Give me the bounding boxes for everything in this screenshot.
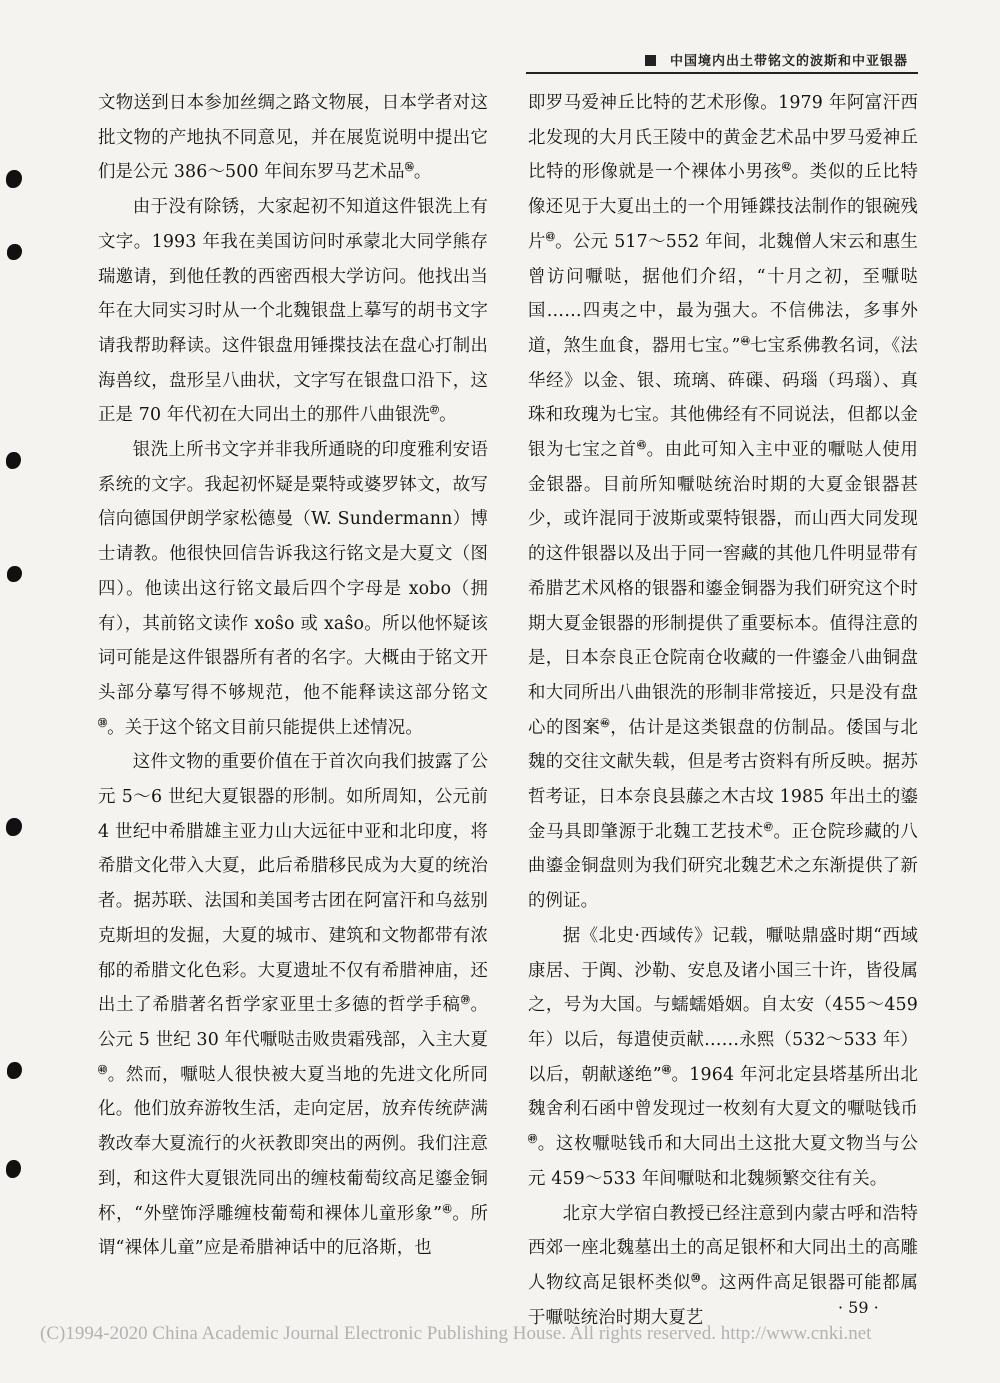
footnote-ref: ㊶ <box>442 1204 453 1215</box>
running-head <box>645 50 908 69</box>
text: 。由此可知入主中亚的嚈哒人使用金银器。目前所知嚈哒统治时期的大夏金银器甚少，或许混同于波斯或粟特银器，而山西大同发现的这件银器以及出于同一窖藏的其他几件明显带有希腊艺术风格的银器和鎏金铜器为我们研究这个时期大夏金银器的形制提供了重要标本。值得注意的是，日本奈良正仓院南仓收藏的一件鎏金八曲铜盘和大同所出八曲银洗的形制非常接近，只是没有盘心的图案 <box>528 440 918 738</box>
footnote-ref: ㊳ <box>98 718 108 729</box>
text: 。这两件高足银器可能都属于嚈哒统治时期大夏艺 <box>528 1272 918 1328</box>
text: 。然而，嚈哒人很快被大夏当地的先进文化所同化。他们放弃游牧生活，走向定居，放弃传统萨满教改奉大夏流行的火祆教即突出的两例。我们注意到，和这件大夏银洗同出的缠枝葡萄纹高足鎏金铜杯，“外壁饰浮雕缠枝葡萄和裸体儿童形象” <box>98 1064 488 1224</box>
text: 据《北史·西域传》记载，嚈哒鼎盛时期“西域康居、于阗、沙勒、安息及诸小国三十许，皆役属之，号为大国。与蠕蠕婚姻。自太安（455～459 年）以后，每遣使贡献……永熙（532～533 年）以后，朝献遂绝” <box>528 925 918 1085</box>
scan-blot <box>6 452 21 469</box>
footnote-ref: ㊴ <box>460 996 471 1007</box>
footnote-ref: ㊲ <box>429 406 440 417</box>
text: 由于没有除锈，大家起初不知道这件银洗上有文字。1993 年我在美国访问时承蒙北大同学熊存瑞邀请，到他任教的西密西根大学访问。他找出当年在大同实习时从一个北魏银盘上摹写的胡书文字请我帮助释读。这件银盘用锤揲技法在盘心打制出海兽纹，盘形呈八曲状，文字写在银盘口沿下，这正是 70 年代初在大同出土的那件八曲银洗 <box>98 197 488 426</box>
footnote-ref: ㊸ <box>545 233 556 244</box>
footnote-ref: ㊾ <box>528 1135 538 1146</box>
paragraph <box>528 86 918 919</box>
paragraph: 文物送到日本参加丝绸之路文物展，日本学者对这批文物的产地执不同意见，并在展览说明中提出它们是公元 386～500 年间东罗马艺术品$^㊱$。 <box>98 93 488 183</box>
right-column <box>528 86 918 1335</box>
footnote-ref: ㊼ <box>763 822 774 833</box>
text: 。这枚嚈哒钱币和大同出土这批大夏文物当与公元 459～533 年间嚈哒和北魏频繁交往有关。 <box>528 1134 918 1189</box>
square-bullet-icon <box>645 55 656 66</box>
paragraph <box>528 919 918 1197</box>
scan-blot <box>6 1160 21 1178</box>
header-rule <box>526 72 918 74</box>
scan-blot <box>6 170 22 188</box>
footnote-ref: ㊻ <box>600 718 611 729</box>
footnote-ref: ㊿ <box>691 1274 701 1285</box>
scan-blot <box>7 1062 22 1079</box>
text: 。所谓“裸体儿童”应是希腊神话中的厄洛斯，也 <box>98 1203 488 1259</box>
text: 。公元 517～552 年间，北魏僧人宋云和惠生曾访问嚈哒，据他们介绍，“十月之初，至嚈哒国……四夷之中，最为强大。不信佛法，多事外道，煞生血食，器用七宝。” <box>528 231 919 356</box>
running-head-text: 中国境内出土带铭文的波斯和中亚银器 <box>669 54 908 69</box>
footnote-ref: ㊱ <box>404 163 414 174</box>
text: 这件文物的重要价值在于首次向我们披露了公元 5～6 世纪大夏银器的形制。如所周知，公元前 4 世纪中希腊雄主亚力山大远征中亚和北印度，将希腊文化带入大夏，此后希腊移民成为大夏的统治者。据苏联、法国和美国考古团在阿富汗和乌兹别克斯坦的发掘，大夏的城市、建筑和文物都带有浓郁的希腊文化色彩。大夏遗址不仅有希腊神庙，还出土了希腊著名哲学家亚里士多德的哲学手稿 <box>98 752 488 1016</box>
text: 即罗马爱神丘比特的艺术形像。1979 年阿富汗西北发现的大月氏王陵中的黄金艺术品中罗马爱神丘比特的形像就是一个裸体小男孩 <box>528 93 918 183</box>
footnote-ref: ㊽ <box>661 1065 672 1076</box>
text: ，估计是这类银盘的仿制品。倭国与北魏的交往文献失载，但是考古资料有所反映。据苏哲考证，日本奈良县藤之木古坟 1985 年出土的鎏金马具即肇源于北魏工艺技术 <box>528 717 918 842</box>
text: 。1964 年河北定县塔基所出北魏舍利石函中曾发现过一枚刻有大夏文的嚈哒钱币 <box>528 1064 919 1120</box>
scan-blot <box>6 818 22 836</box>
text: 七宝系佛教名词，《法华经》以金、银、琉璃、砗磲、码瑙（玛瑙）、真珠和玫瑰为七宝。其他佛经有不同说法，但都以金银为七宝之首 <box>528 335 918 461</box>
left-column <box>98 86 488 1266</box>
text: 。类似的丘比特像还见于大夏出土的一个用锤鍱技法制作的银碗残片 <box>528 162 918 252</box>
text: 文物送到日本参加丝绸之路文物展，日本学者对这批文物的产地执不同意见，并在展览说明中提出它们是公元 386～500 年间东罗马艺术品 <box>98 93 488 183</box>
text: 。关于这个铭文目前只能提供上述情况。 <box>107 717 423 738</box>
scan-blot <box>7 566 22 582</box>
scan-blot <box>7 244 22 260</box>
text: 北京大学宿白教授已经注意到内蒙古呼和浩特西郊一座北魏墓出土的高足银杯和大同出土的高雕人物纹高足银杯类似 <box>528 1203 918 1293</box>
page-number: · 59 · <box>838 1298 879 1317</box>
footnote-ref: ㊺ <box>636 441 647 452</box>
text: 银洗上所书文字并非我所通晓的印度雅利安语系统的文字。我起初怀疑是粟特或婆罗钵文，故写信向德国伊朗学家松德曼（W. Sundermann）博士请教。他很快回信告诉我这行铭文是大夏文（图四）。他读出这行铭文最后四个字母是 xobo（拥有），其前铭文读作 xoŝo 或 xaŝo。所以他怀疑该词可能是这件银器所有者的名字。大概由于铭文开头部分摹写得不够规范，他不能释读这部分铭文 <box>98 440 488 703</box>
paragraph <box>98 745 488 1266</box>
paragraph <box>98 433 488 745</box>
footnote-ref: ㊷ <box>781 163 792 174</box>
text: 。正仓院珍藏的八曲鎏金铜盘则为我们研究北魏艺术之东渐提供了新的例证。 <box>528 821 919 912</box>
paragraph: 由于没有除锈，大家起初不知道这件银洗上有文字。1993 年我在美国访问时承蒙北大同学熊存瑞邀请，到他任教的西密西根大学访问。他找出当年在大同实习时从一个北魏银盘上摹写的胡书文字请我帮助释读。这件银盘用锤揲技法在盘心打制出海兽纹，盘形呈八曲状，文字写在银盘口沿下，这正是 70 年代初在大同出土的那件八曲银洗$^㊲$。 <box>98 197 488 426</box>
footnote-ref: ㊵ <box>98 1065 108 1076</box>
copyright-footer: (C)1994-2020 China Academic Journal Electronic Publishing House. All rights reserved. http://www.cnki.net <box>40 1323 872 1344</box>
text: 。公元 5 世纪 30 年代嚈哒击败贵霜残部，入主大夏 <box>98 995 488 1050</box>
footnote-ref: ㊹ <box>740 337 750 348</box>
